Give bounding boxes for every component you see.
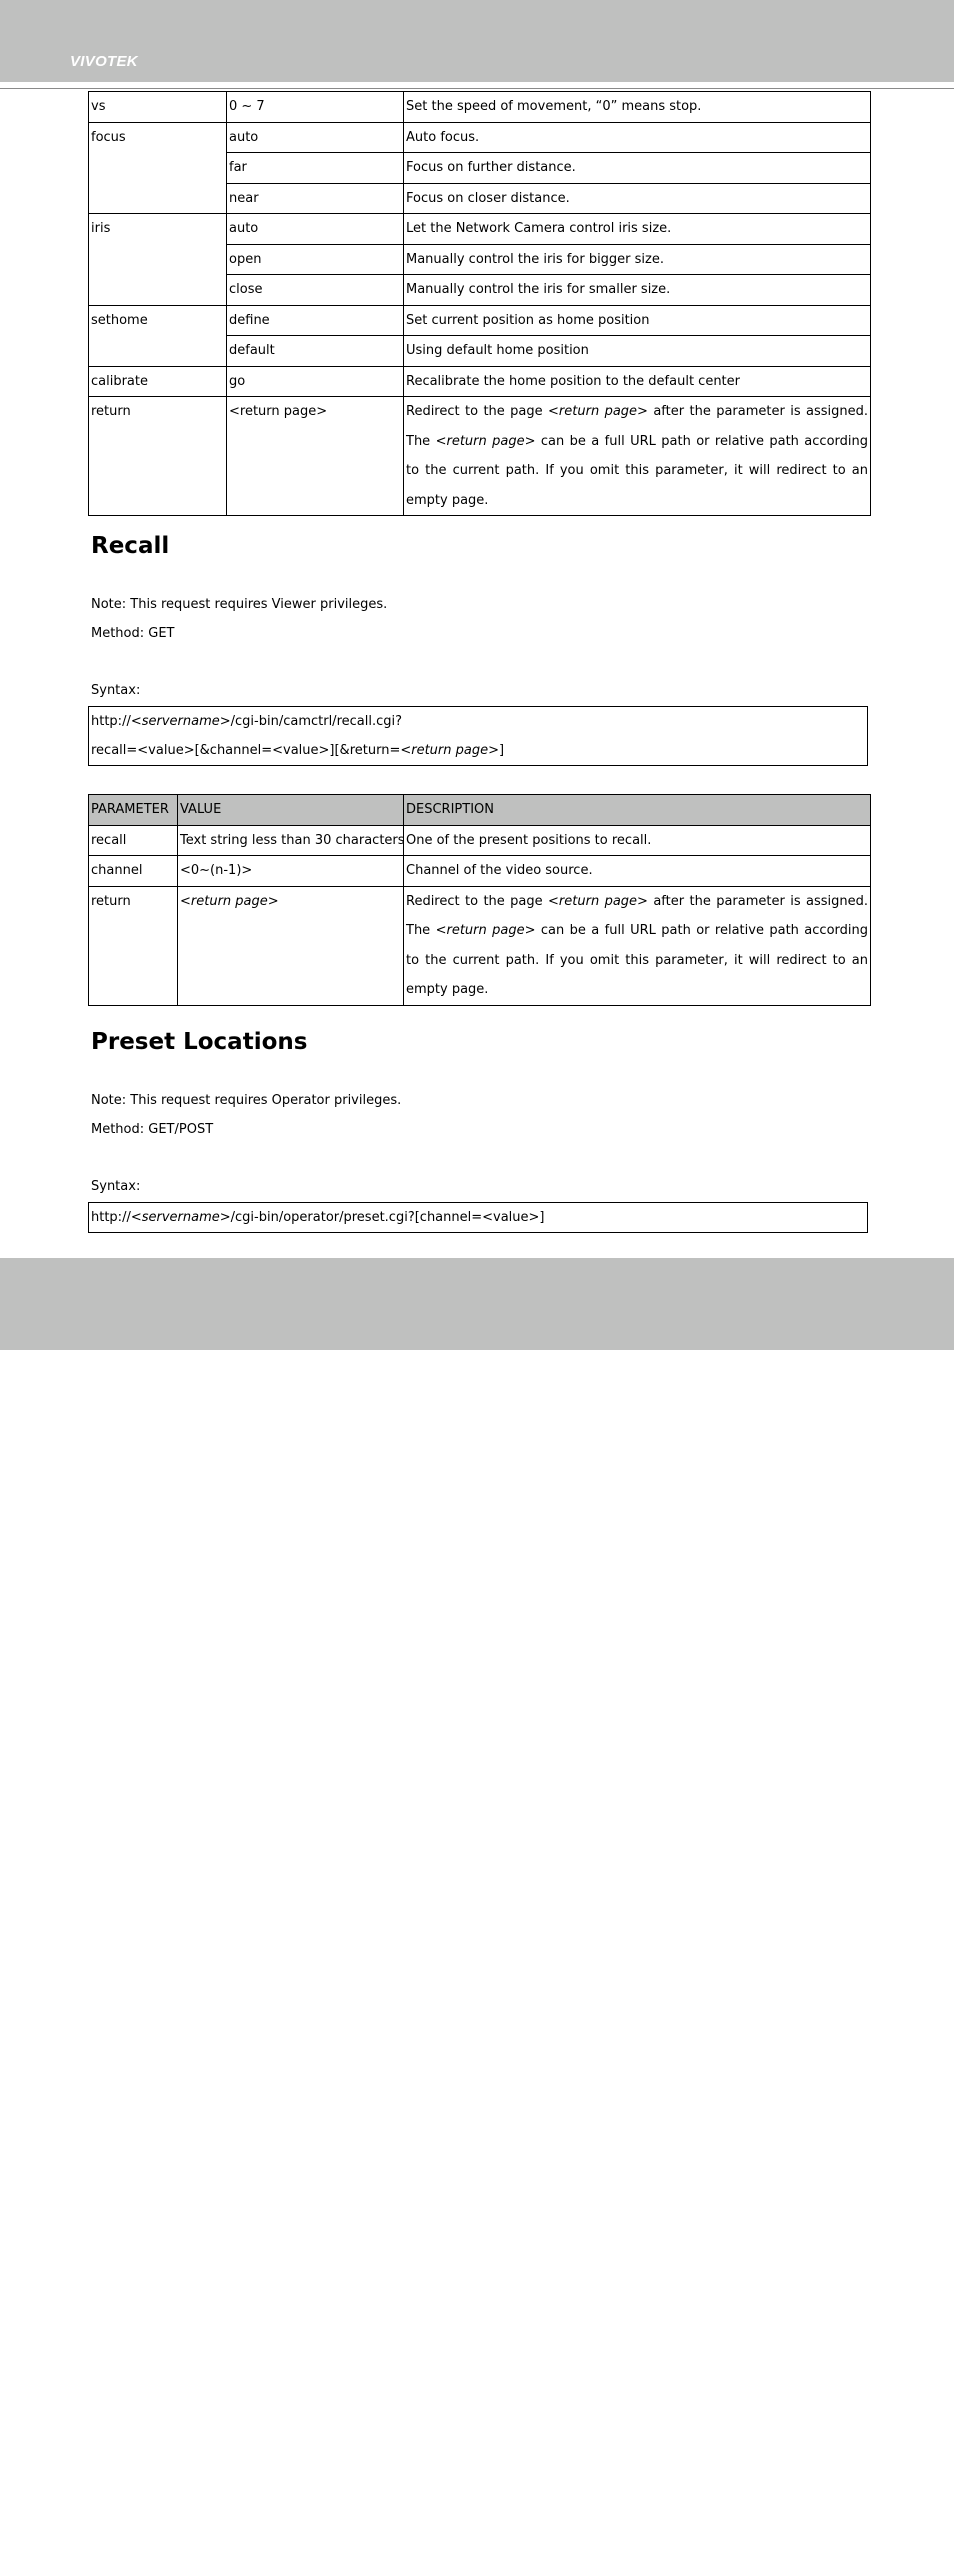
desc-cell: Set the speed of movement, “0” means stop. xyxy=(404,92,871,123)
desc-cell: Using default home position xyxy=(404,336,871,367)
value-cell: default xyxy=(227,336,404,367)
desc-cell: Auto focus. xyxy=(404,122,871,153)
table-row xyxy=(89,92,871,123)
value-cell: close xyxy=(227,275,404,306)
table-row xyxy=(89,856,871,887)
desc-text: after the parameter is assigned. The xyxy=(406,404,869,449)
param-cell: channel xyxy=(89,856,178,887)
syntax-text: >/cgi-bin/operator/preset.cgi?[channel=<value>] xyxy=(219,1210,545,1225)
recall-parameter-table xyxy=(88,794,871,1006)
value-cell: far xyxy=(227,153,404,184)
desc-emphasis: <return page> xyxy=(548,404,648,419)
page-header xyxy=(0,0,954,82)
recall-method: Method: GET xyxy=(91,626,175,641)
column-header: PARAMETER xyxy=(89,795,178,826)
desc-text: can be a full URL path or relative path according to the current path. If you omit this parameter, it will redirect to an empty page. xyxy=(406,433,868,508)
value-emphasis: <return page> xyxy=(180,893,279,909)
value-cell: near xyxy=(227,183,404,214)
value-cell: define xyxy=(227,305,404,336)
recall-syntax-label: Syntax: xyxy=(91,683,141,698)
recall-syntax-box xyxy=(88,706,868,766)
desc-cell: Manually control the iris for bigger size. xyxy=(404,244,871,275)
value-cell: auto xyxy=(227,214,404,245)
param-cell: return xyxy=(89,397,227,516)
table-row xyxy=(89,305,871,336)
syntax-text: recall=<value>[&channel=<value>][&return=< xyxy=(91,743,412,758)
table-row xyxy=(89,122,871,153)
table-header-row xyxy=(89,795,871,826)
desc-cell xyxy=(404,397,871,516)
value-cell: open xyxy=(227,244,404,275)
param-cell: focus xyxy=(89,122,227,214)
recall-note: Note: This request requires Viewer privileges. xyxy=(91,597,388,612)
table-row xyxy=(89,886,871,1005)
recall-heading: Recall xyxy=(91,533,170,559)
camctrl-parameter-table xyxy=(88,91,871,516)
preset-syntax-label: Syntax: xyxy=(91,1179,141,1194)
desc-text: Redirect to the page xyxy=(406,893,549,909)
preset-note: Note: This request requires Operator privileges. xyxy=(91,1093,402,1108)
desc-emphasis: <return page> xyxy=(548,893,648,909)
preset-syntax-box xyxy=(88,1202,868,1233)
desc-cell: Focus on further distance. xyxy=(404,153,871,184)
value-cell: Text string less than 30 characters xyxy=(178,825,404,856)
header-divider xyxy=(0,88,954,89)
desc-text: can be a full URL path or relative path according to the current path. If you omit this parameter, it will redirect to an empty page. xyxy=(406,923,868,997)
desc-cell: Focus on closer distance. xyxy=(404,183,871,214)
preset-heading: Preset Locations xyxy=(91,1029,308,1055)
desc-text: after the parameter is assigned. The xyxy=(406,893,869,938)
syntax-emphasis: servername xyxy=(141,714,220,729)
table-row xyxy=(89,214,871,245)
desc-text: Redirect to the page xyxy=(406,404,549,419)
table-row xyxy=(89,825,871,856)
syntax-line xyxy=(91,1203,865,1232)
desc-cell: Manually control the iris for smaller size. xyxy=(404,275,871,306)
value-cell: auto xyxy=(227,122,404,153)
param-cell: calibrate xyxy=(89,366,227,397)
syntax-text: http://< xyxy=(91,714,142,729)
syntax-line xyxy=(91,736,865,765)
param-cell: sethome xyxy=(89,305,227,366)
syntax-emphasis: return page xyxy=(411,743,489,758)
param-cell: vs xyxy=(89,92,227,123)
table-row xyxy=(89,366,871,397)
value-cell: <return page> xyxy=(227,397,404,516)
page-number: 120 - User's Manual xyxy=(69,2533,194,2549)
value-cell: 0 ~ 7 xyxy=(227,92,404,123)
desc-cell: Recalibrate the home position to the default center xyxy=(404,366,871,397)
value-cell: go xyxy=(227,366,404,397)
column-header: VALUE xyxy=(178,795,404,826)
preset-method: Method: GET/POST xyxy=(91,1122,214,1137)
param-cell: recall xyxy=(89,825,178,856)
desc-cell: Channel of the video source. xyxy=(404,856,871,887)
syntax-text: >/cgi-bin/camctrl/recall.cgi? xyxy=(219,714,403,729)
desc-emphasis: <return page> xyxy=(435,433,536,449)
page-footer xyxy=(0,1258,954,2549)
brand-logo: VIVOTEK xyxy=(70,53,138,70)
column-header: DESCRIPTION xyxy=(404,795,871,826)
desc-cell xyxy=(404,886,871,1005)
param-cell: return xyxy=(89,886,178,1005)
syntax-text: >] xyxy=(488,743,505,758)
value-cell: <0~(n-1)> xyxy=(178,856,404,887)
desc-cell: Set current position as home position xyxy=(404,305,871,336)
desc-emphasis: <return page> xyxy=(435,923,536,938)
desc-cell: Let the Network Camera control iris size. xyxy=(404,214,871,245)
value-cell xyxy=(178,886,404,1005)
syntax-text: http://< xyxy=(91,1210,142,1225)
syntax-line xyxy=(91,707,865,736)
table-row xyxy=(89,397,871,516)
syntax-emphasis: servername xyxy=(141,1210,220,1225)
param-cell: iris xyxy=(89,214,227,306)
desc-cell: One of the present positions to recall. xyxy=(404,825,871,856)
